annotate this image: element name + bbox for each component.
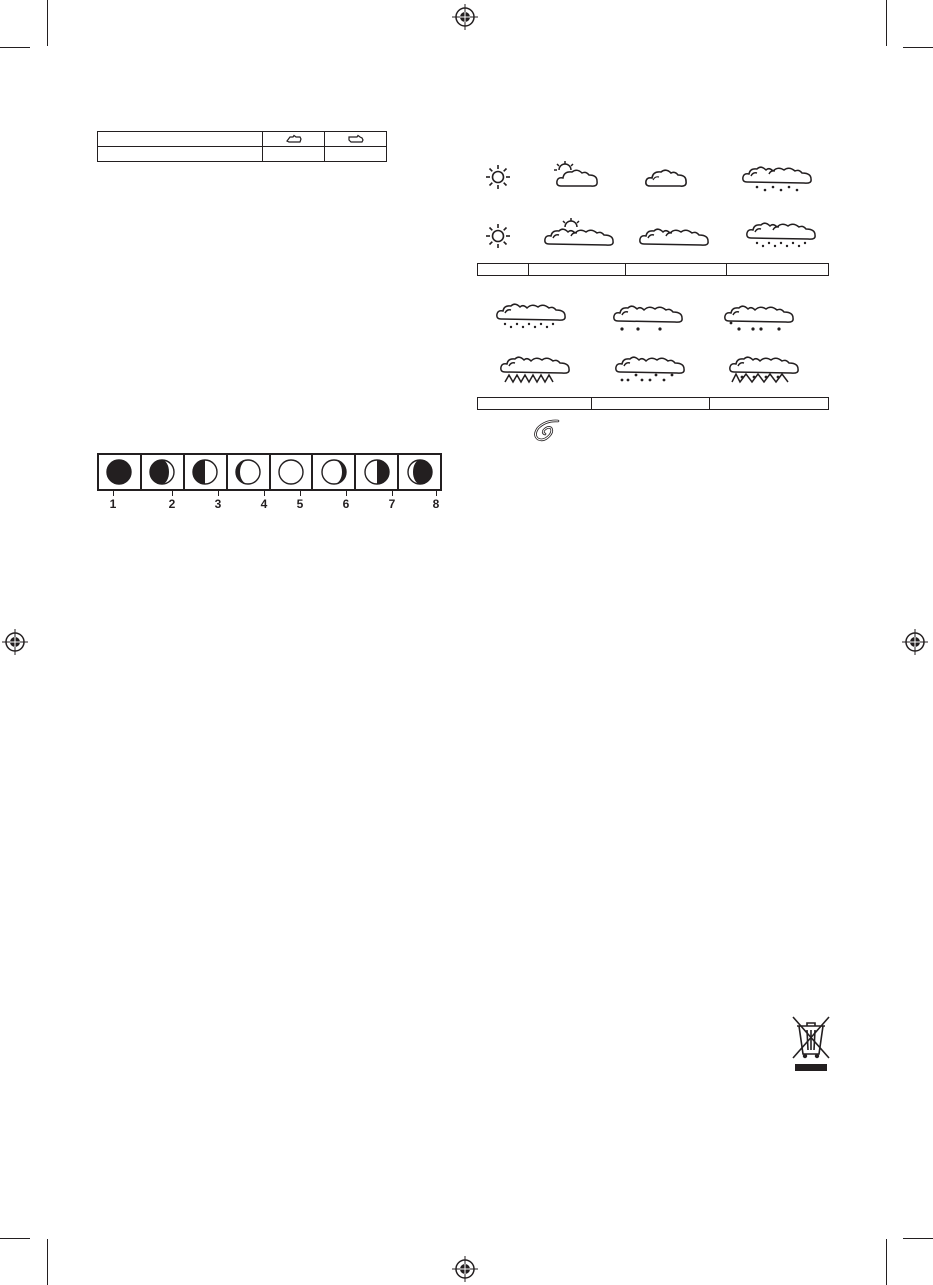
sun-cloud-icon (553, 160, 601, 192)
table-cell (263, 132, 325, 147)
registration-mark-icon (452, 1256, 478, 1282)
rain-clouds-icon (745, 218, 817, 252)
first-quarter-icon (191, 458, 219, 486)
moon-phase-strip (97, 453, 442, 491)
tick-mark (264, 489, 265, 496)
table-cell (263, 147, 325, 162)
hand-hold-icon (347, 134, 365, 144)
tick-mark (436, 489, 437, 496)
moon-number: 6 (342, 497, 350, 511)
table-cell (528, 264, 625, 276)
registration-mark-icon (2, 629, 28, 655)
table-cell (727, 264, 829, 276)
waning-crescent-icon (406, 458, 434, 486)
tick-mark (218, 489, 219, 496)
moon-cell (99, 455, 142, 489)
tick-mark (346, 489, 347, 496)
registration-mark-icon (902, 629, 928, 655)
weee-bin-icon (789, 1014, 833, 1072)
moon-number: 7 (388, 497, 396, 511)
table-cell (592, 398, 710, 410)
weather-table (477, 397, 829, 410)
sun-icon (484, 222, 512, 250)
tick-mark (172, 489, 173, 496)
storm-snow-icon (728, 352, 800, 386)
table-cell (98, 147, 263, 162)
cloud-icon (643, 164, 689, 190)
rain-snow-icon (723, 301, 795, 335)
table-cell (478, 264, 529, 276)
clouds-icon (638, 220, 710, 248)
moon-cell (313, 455, 356, 489)
moon-number: 5 (296, 497, 304, 511)
table-row (478, 264, 829, 276)
tick-mark (300, 489, 301, 496)
new-moon-icon (105, 458, 133, 486)
moon-number: 3 (214, 497, 222, 511)
table-row (478, 398, 829, 410)
moon-cell (356, 455, 399, 489)
moon-cell (271, 455, 314, 489)
moon-number: 2 (168, 497, 176, 511)
button-table (97, 131, 387, 162)
waxing-crescent-icon (148, 458, 176, 486)
registration-mark-icon (452, 4, 478, 30)
crop-mark (903, 47, 933, 48)
swirl-icon (532, 418, 562, 444)
crop-mark (0, 1238, 30, 1239)
snow-icon (614, 352, 686, 386)
moon-cell (142, 455, 185, 489)
table-cell (478, 398, 592, 410)
crop-mark (886, 0, 887, 46)
crop-mark (47, 0, 48, 46)
heavy-rain-icon (495, 299, 567, 333)
moon-number: 1 (109, 497, 117, 511)
crop-mark (0, 47, 30, 48)
weather-table (477, 263, 829, 276)
moon-number: 8 (432, 497, 440, 511)
waxing-gibbous-icon (234, 458, 262, 486)
hand-press-icon (285, 134, 303, 144)
table-row (98, 147, 387, 162)
table-cell (325, 147, 387, 162)
table-cell (325, 132, 387, 147)
tick-mark (392, 489, 393, 496)
table-cell (710, 398, 829, 410)
sun-icon (484, 163, 512, 191)
crop-mark (903, 1238, 933, 1239)
rain-cloud-icon (741, 162, 816, 194)
table-cell (98, 132, 263, 147)
storm-rain-icon (499, 352, 571, 386)
crop-mark (886, 1239, 887, 1285)
moon-cell (228, 455, 271, 489)
tick-mark (113, 489, 114, 496)
last-quarter-icon (363, 458, 391, 486)
crop-mark (47, 1239, 48, 1285)
table-row (98, 132, 387, 147)
full-moon-icon (277, 458, 305, 486)
moon-cell (185, 455, 228, 489)
table-cell (625, 264, 727, 276)
moon-cell (399, 455, 440, 489)
sleet-icon (612, 301, 684, 335)
waning-gibbous-icon (320, 458, 348, 486)
moon-number: 4 (260, 497, 268, 511)
sun-clouds-icon (543, 217, 615, 249)
